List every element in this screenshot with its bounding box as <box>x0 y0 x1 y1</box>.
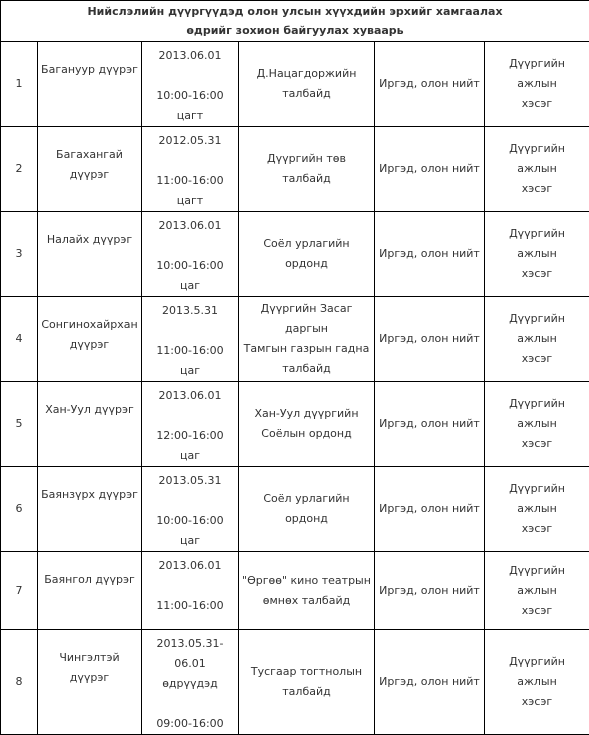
date-spacer <box>145 406 235 426</box>
table-row <box>1 630 589 735</box>
event-date: 2013.5.31 <box>145 301 235 321</box>
event-place <box>239 467 375 552</box>
responsible-line: хэсэг <box>488 601 586 621</box>
event-place-line: талбайд <box>242 84 371 104</box>
responsible-party <box>485 467 589 552</box>
table-row <box>1 467 589 552</box>
table-row <box>1 212 589 297</box>
responsible-line: хэсэг <box>488 94 586 114</box>
target-audience: Иргэд, олон нийт <box>375 127 485 212</box>
event-time: 11:00-16:00 цаг <box>145 341 235 381</box>
district-line: Багануур дүүрэг <box>41 60 138 80</box>
responsible-line: хэсэг <box>488 434 586 454</box>
responsible-party <box>485 297 589 382</box>
date-time <box>142 630 239 735</box>
row-number: 3 <box>1 212 38 297</box>
responsible-line: хэсэг <box>488 179 586 199</box>
event-place <box>239 212 375 297</box>
table-row <box>1 127 589 212</box>
district-line: Багахангай дүүрэг <box>41 145 138 185</box>
row-number: 2 <box>1 127 38 212</box>
district-name <box>38 552 142 630</box>
event-place <box>239 552 375 630</box>
district-line: дүүрэг <box>41 335 138 355</box>
event-time: 11:00-16:00 цагт <box>145 171 235 211</box>
district-line: Баянзүрх дүүрэг <box>41 485 138 505</box>
row-number: 5 <box>1 382 38 467</box>
event-time: 10:00-16:00 цаг <box>145 511 235 551</box>
table-row <box>1 297 589 382</box>
responsible-line: Дүүргийн ажлын <box>488 652 586 692</box>
event-place <box>239 297 375 382</box>
responsible-line: Дүүргийн ажлын <box>488 561 586 601</box>
responsible-line: хэсэг <box>488 519 586 539</box>
responsible-party <box>485 552 589 630</box>
event-date: 2012.05.31 <box>145 131 235 151</box>
date-time <box>142 42 239 127</box>
responsible-line: хэсэг <box>488 349 586 369</box>
date-time <box>142 552 239 630</box>
table-title-line-2: өдрийг зохион байгуулах хуваарь <box>4 21 586 40</box>
event-time: 10:00-16:00 цаг <box>145 256 235 296</box>
event-place-line: Соёл урлагийн ордонд <box>242 489 371 529</box>
responsible-line: Дүүргийн ажлын <box>488 394 586 434</box>
event-place-line: Дүүргийн төв талбайд <box>242 149 371 189</box>
table-row <box>1 382 589 467</box>
event-date: 2013.05.31-06.01 <box>145 634 235 674</box>
event-time: 10:00-16:00 цагт <box>145 86 235 126</box>
district-name <box>38 297 142 382</box>
date-spacer <box>145 321 235 341</box>
event-place-line: Тусгаар тогтнолын <box>242 662 371 682</box>
target-audience: Иргэд, олон нийт <box>375 467 485 552</box>
responsible-party <box>485 212 589 297</box>
event-place-line: Хан-Уул дүүргийн <box>242 404 371 424</box>
event-place-line: Д.Нацагдоржийн <box>242 64 371 84</box>
district-line: Чингэлтэй дүүрэг <box>41 648 138 688</box>
responsible-line: Дүүргийн ажлын <box>488 139 586 179</box>
date-spacer <box>145 491 235 511</box>
event-place-line: Соёл урлагийн ордонд <box>242 234 371 274</box>
date-time <box>142 212 239 297</box>
event-place-line: "Өргөө" кино театрын <box>242 571 371 591</box>
date-time <box>142 467 239 552</box>
event-date: 2013.06.01 <box>145 556 235 576</box>
responsible-line: хэсэг <box>488 264 586 284</box>
responsible-party <box>485 127 589 212</box>
schedule-table-body <box>1 1 589 735</box>
district-name <box>38 630 142 735</box>
responsible-line: Дүүргийн ажлын <box>488 224 586 264</box>
responsible-party <box>485 630 589 735</box>
event-place <box>239 630 375 735</box>
date-spacer <box>145 236 235 256</box>
district-line: Баянгол дүүрэг <box>41 570 138 590</box>
event-place-line: Соёлын ордонд <box>242 424 371 444</box>
event-date-note: өдрүүдэд <box>145 674 235 694</box>
responsible-party <box>485 382 589 467</box>
event-date: 2013.05.31 <box>145 471 235 491</box>
row-number: 4 <box>1 297 38 382</box>
table-row <box>1 552 589 630</box>
district-name <box>38 212 142 297</box>
target-audience: Иргэд, олон нийт <box>375 382 485 467</box>
district-line: Хан-Уул дүүрэг <box>41 400 138 420</box>
event-place-line: өмнөх талбайд <box>242 591 371 611</box>
table-title <box>1 1 589 42</box>
responsible-line: Дүүргийн ажлын <box>488 54 586 94</box>
event-date: 2013.06.01 <box>145 216 235 236</box>
district-line: Налайх дүүрэг <box>41 230 138 250</box>
event-place-line: Тамгын газрын гадна <box>242 339 371 359</box>
district-line: Сонгинохайрхан <box>41 315 138 335</box>
event-place-line: талбайд <box>242 682 371 702</box>
table-title-line-1: Нийслэлийн дүүргүүдэд олон улсын хүүхдийн эрхийг хамгаалах <box>4 2 586 21</box>
row-number: 8 <box>1 630 38 735</box>
date-time <box>142 127 239 212</box>
district-name <box>38 467 142 552</box>
responsible-line: Дүүргийн ажлын <box>488 309 586 349</box>
responsible-line: Дүүргийн ажлын <box>488 479 586 519</box>
table-row <box>1 42 589 127</box>
event-time: 11:00-16:00 <box>145 596 235 616</box>
row-number: 1 <box>1 42 38 127</box>
target-audience: Иргэд, олон нийт <box>375 212 485 297</box>
district-name <box>38 382 142 467</box>
date-spacer <box>145 66 235 86</box>
target-audience: Иргэд, олон нийт <box>375 297 485 382</box>
date-spacer <box>145 694 235 714</box>
event-place <box>239 127 375 212</box>
district-name <box>38 127 142 212</box>
responsible-line: хэсэг <box>488 692 586 712</box>
event-place <box>239 382 375 467</box>
title-row <box>1 1 589 42</box>
event-time: 12:00-16:00 цаг <box>145 426 235 466</box>
event-place-line: Дүүргийн Засаг даргын <box>242 299 371 339</box>
target-audience: Иргэд, олон нийт <box>375 552 485 630</box>
date-spacer <box>145 151 235 171</box>
district-name <box>38 42 142 127</box>
responsible-party <box>485 42 589 127</box>
target-audience: Иргэд, олон нийт <box>375 630 485 735</box>
row-number: 6 <box>1 467 38 552</box>
event-place-line: талбайд <box>242 359 371 379</box>
target-audience: Иргэд, олон нийт <box>375 42 485 127</box>
event-date: 2013.06.01 <box>145 386 235 406</box>
event-date: 2013.06.01 <box>145 46 235 66</box>
date-time <box>142 297 239 382</box>
event-time: 09:00-16:00 <box>145 714 235 734</box>
date-time <box>142 382 239 467</box>
event-place <box>239 42 375 127</box>
date-spacer <box>145 576 235 596</box>
row-number: 7 <box>1 552 38 630</box>
